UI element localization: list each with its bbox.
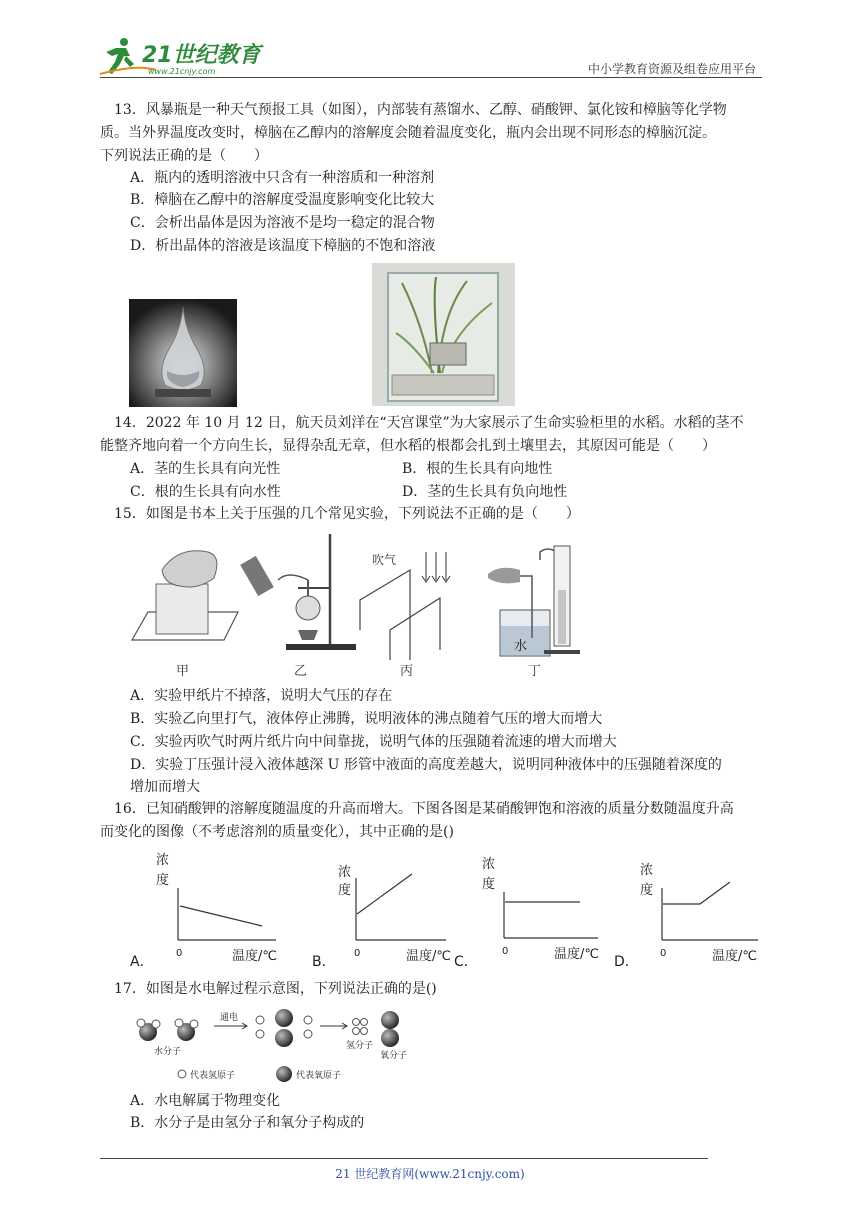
graph-b	[312, 865, 451, 970]
q14-option-c: C．根的生长具有向水性	[130, 484, 281, 500]
q17-option-b: B．水分子是由氢分子和氧分子构成的	[130, 1115, 365, 1131]
svg-text:www.21cnjy.com: www.21cnjy.com	[148, 67, 216, 76]
q14-option-d: D．茎的生长具有负向地性	[402, 484, 568, 500]
q14-option-a: A．茎的生长具有向光性	[130, 461, 281, 477]
svg-text:水: 水	[514, 639, 528, 654]
storm-glass-photo	[129, 299, 237, 407]
svg-text:浓: 浓	[640, 863, 654, 878]
water-molecule-1	[137, 1019, 160, 1041]
svg-text:浓: 浓	[338, 865, 352, 880]
q14-line1: 14．2022 年 10 月 12 日，航天员刘洋在“天宫课堂”为大家展示了生命实验柜里的水稻。水稻的茎不	[114, 415, 744, 431]
q15-option-a: A．实验甲纸片不掉落，说明大气压的存在	[130, 688, 393, 704]
svg-text:度: 度	[156, 873, 170, 888]
q14-option-b: B．根的生长具有向地性	[402, 461, 553, 477]
experiment-ding	[488, 546, 580, 679]
svg-text:0: 0	[176, 948, 183, 959]
rice-plant-photo	[372, 263, 515, 406]
q15-option-b: B．实验乙向里打气，液体停止沸腾，说明液体的沸点随着气压的增大而增大	[130, 711, 603, 727]
svg-text:氢分子: 氢分子	[346, 1041, 374, 1051]
graph-d	[614, 863, 758, 970]
svg-text:氧分子: 氧分子	[380, 1051, 408, 1061]
svg-text:温度/℃: 温度/℃	[232, 949, 277, 964]
svg-text:代表氢原子: 代表氢原子	[190, 1071, 236, 1081]
svg-text:21世纪教育: 21世纪教育	[142, 43, 261, 68]
svg-text:A．: A．	[130, 954, 154, 970]
footer-text: 21 世纪教育网(www.21cnjy.com)	[335, 1167, 525, 1181]
experiment-yi	[240, 534, 356, 679]
q14-line2: 能整齐地向着一个方向生长，显得杂乱无章，但水稻的根都会扎到土壤里去，其原因可能是（ ）	[100, 438, 716, 454]
svg-text:度: 度	[338, 883, 352, 898]
experiment-bing	[360, 552, 450, 679]
svg-text:水分子: 水分子	[154, 1047, 182, 1057]
svg-text:浓: 浓	[156, 853, 170, 868]
svg-text:C．: C．	[454, 954, 478, 970]
q13-option-a: A．瓶内的透明溶液中只含有一种溶质和一种溶剂	[130, 170, 435, 186]
svg-text:通电: 通电	[220, 1013, 239, 1023]
platform-name: 中小学教育资源及组卷应用平台	[587, 62, 756, 76]
q13-option-c: C．会析出晶体是因为溶液不是均一稳定的混合物	[130, 215, 435, 231]
graph-c	[454, 857, 599, 970]
q15-option-d-line1: D．实验丁压强计浸入液体越深 U 形管中液面的高度差越大，说明同种液体中的压强随着深度的	[130, 757, 722, 773]
svg-text:浓: 浓	[482, 857, 496, 872]
electrolysis-figure	[134, 1004, 414, 1086]
svg-text:乙: 乙	[294, 664, 308, 679]
svg-text:丁: 丁	[528, 664, 542, 679]
svg-text:温度/℃: 温度/℃	[712, 949, 757, 964]
svg-text:代表氧原子: 代表氧原子	[296, 1071, 342, 1081]
water-molecule-2	[175, 1019, 198, 1041]
svg-text:甲: 甲	[176, 664, 190, 679]
q17-option-a: A．水电解属于物理变化	[130, 1093, 281, 1109]
q16-graphs	[128, 848, 768, 970]
svg-text:丙: 丙	[400, 664, 414, 679]
svg-text:度: 度	[482, 877, 496, 892]
q15-option-c: C．实验丙吹气时两片纸片向中间靠拢，说明气体的压强随着流速的增大而增大	[130, 734, 617, 750]
q13-line3: 下列说法正确的是（ ）	[100, 148, 268, 164]
svg-text:温度/℃: 温度/℃	[554, 947, 599, 962]
q13-option-b: B．樟脑在乙醇中的溶解度受温度影响变化比较大	[130, 192, 435, 208]
brand-logo	[96, 34, 266, 78]
q15-line1: 15．如图是书本上关于压强的几个常见实验，下列说法不正确的是（ ）	[114, 506, 580, 522]
svg-text:0: 0	[660, 948, 667, 959]
graph-a	[130, 853, 277, 970]
q13-option-d: D．析出晶体的溶液是该温度下樟脑的不饱和溶液	[130, 238, 436, 254]
pressure-experiments-figure	[128, 530, 588, 685]
experiment-jia	[132, 551, 238, 679]
svg-text:0: 0	[502, 946, 509, 957]
footer-rule	[100, 1158, 708, 1159]
q16-line1: 16．已知硝酸钾的溶解度随温度的升高而增大。下图各图是某硝酸钾饱和溶液的质量分数随温度升高	[114, 801, 734, 817]
svg-text:0: 0	[354, 948, 361, 959]
svg-text:D．: D．	[614, 954, 639, 970]
svg-text:B．: B．	[312, 954, 336, 970]
q17-line1: 17．如图是水电解过程示意图，下列说法正确的是()	[114, 981, 437, 997]
q16-line2: 而变化的图像（不考虑溶剂的质量变化），其中正确的是()	[100, 824, 454, 840]
svg-text:度: 度	[640, 883, 654, 898]
q13-line2: 质。当外界温度改变时，樟脑在乙醇内的溶解度会随着温度变化，瓶内会出现不同形态的樟脑沉淀。	[100, 125, 716, 141]
header-rule	[100, 77, 762, 78]
q13-line1: 13．风暴瓶是一种天气预报工具（如图），内部装有蒸馏水、乙醇、硝酸钾、氯化铵和樟脑等化学物	[114, 102, 727, 118]
svg-text:温度/℃: 温度/℃	[406, 949, 451, 964]
svg-text:吹气: 吹气	[372, 553, 397, 567]
q15-option-d-line2: 增加而增大	[130, 779, 200, 795]
